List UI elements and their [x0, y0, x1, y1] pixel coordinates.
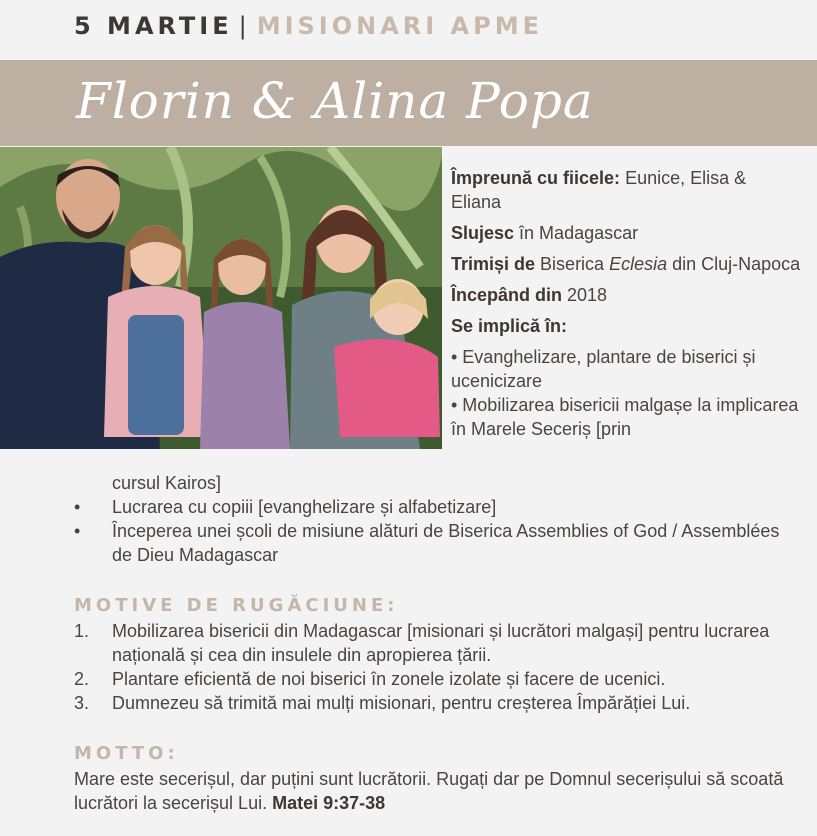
daughters-label: Împreună cu fiicele: [451, 168, 621, 188]
sent-line [451, 252, 801, 276]
daughters-line [451, 166, 801, 214]
header-category: MISIONARI APME [256, 12, 543, 40]
sent-label: Trimiși de [451, 254, 536, 274]
prayer-title: MOTIVE DE RUGĂCIUNE: [74, 595, 399, 616]
motto-title: MOTTO: [74, 743, 179, 764]
name-banner [0, 60, 817, 146]
serves-value: în Madagascar [514, 223, 639, 243]
list-item [74, 667, 804, 691]
motto-text [74, 767, 814, 815]
involved-item: • Mobilizarea bisericii malgașe la implicarea în Marele Seceriș [prin [451, 395, 799, 439]
number-marker: 2. [74, 669, 90, 689]
sent-value-post: din Cluj-Napoca [667, 254, 801, 274]
involved-more-list [74, 495, 794, 567]
bullet-marker: • [74, 521, 81, 541]
since-label: Începând din [451, 285, 563, 305]
list-item [74, 519, 794, 567]
daughters-value: Eunice, Elisa & Eliana [451, 168, 747, 212]
page-header [74, 12, 543, 40]
bullet-marker: • [74, 497, 81, 517]
number-marker: 3. [74, 693, 90, 713]
list-item [74, 619, 804, 667]
involved-continuation: cursul Kairos] [112, 473, 222, 493]
serves-line [451, 221, 801, 245]
motto-quote: Mare este secerișul, dar puțini sunt lucrătorii. Rugați dar pe Domnul secerișului să scoată lucrători la secerișul Lui. [74, 769, 784, 813]
missionary-name: Florin & Alina Popa [76, 72, 594, 130]
header-date: 5 MARTIE [74, 12, 233, 40]
sent-value-pre: Biserica [535, 254, 610, 274]
list-item [74, 495, 794, 519]
involved-heading [451, 314, 801, 338]
motto-reference: Matei 9:37-38 [272, 793, 386, 813]
list-item-text: Lucrarea cu copiii [evanghelizare și alfabetizare] [112, 497, 497, 517]
involved-item: • Evanghelizare, plantare de biserici și ucenicizare [451, 347, 756, 391]
list-item-text: Începerea unei școli de misiune alături de Biserica Assemblies of God / Assemblées de Dieu Madagascar [112, 521, 780, 565]
since-line [451, 283, 801, 307]
since-value: 2018 [562, 285, 608, 305]
number-marker: 1. [74, 621, 90, 641]
family-photo [0, 147, 442, 449]
list-item-text: Mobilizarea bisericii din Madagascar [misionari și lucrători malgași] pentru lucrarea națională și cea din insulele din apropierea țării. [112, 621, 770, 665]
list-item [74, 691, 804, 715]
header-separator: | [238, 12, 251, 40]
list-item-text: Plantare eficientă de noi biserici în zonele izolate și facere de ucenici. [112, 669, 666, 689]
info-panel [451, 166, 801, 441]
serves-label: Slujesc [451, 223, 515, 243]
prayer-list [74, 619, 804, 715]
involved-label: Se implică în: [451, 316, 568, 336]
sent-value-church: Eclesia [609, 254, 668, 274]
list-item-text: Dumnezeu să trimită mai mulți misionari, pentru creșterea Împărăției Lui. [112, 693, 691, 713]
